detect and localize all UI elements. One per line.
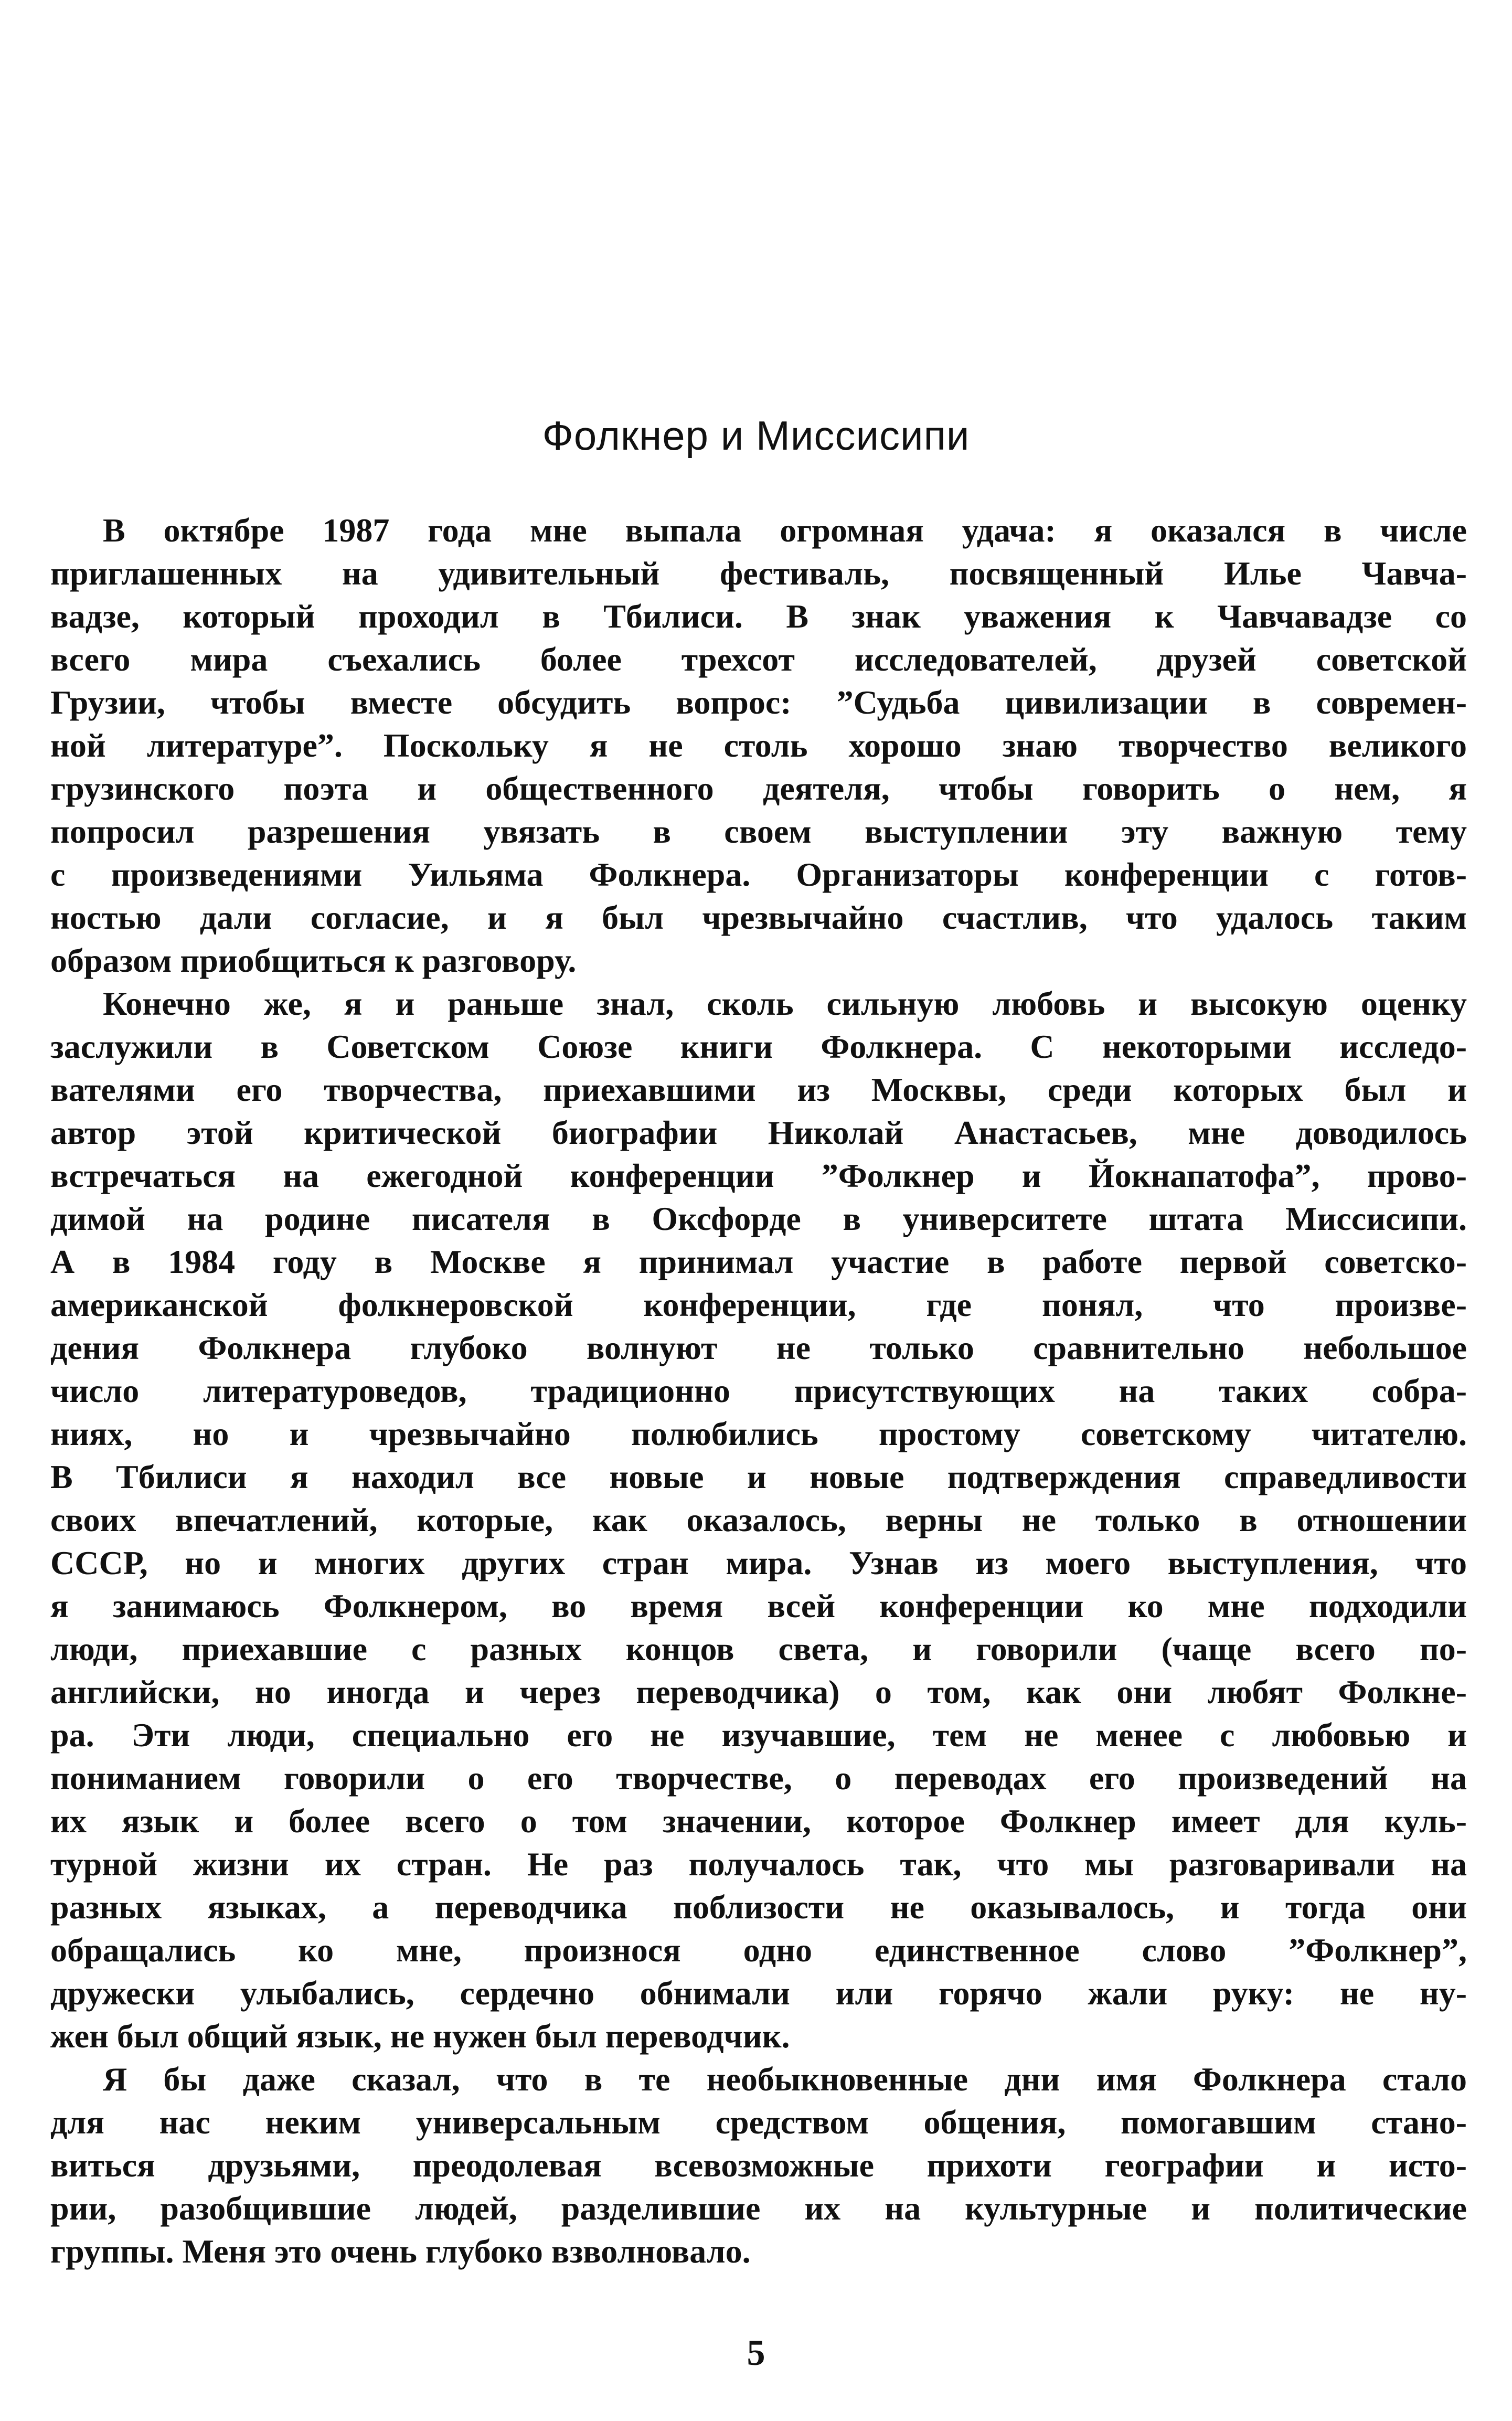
text-line: Я бы даже сказал, что в те необыкновенные дни имя Фолкнера стало	[103, 2061, 1467, 2098]
text-line: вадзе, который проходил в Тбилиси. В знак уважения к Чавчавадзе со	[50, 598, 1467, 635]
text-line: с произведениями Уильяма Фолкнера. Организаторы конференции с готов-	[50, 856, 1467, 893]
page-number: 5	[747, 2333, 765, 2373]
text-line: А в 1984 году в Москве я принимал участие в работе первой советско-	[50, 1243, 1467, 1280]
paragraph	[50, 982, 1467, 2058]
text-line: заслужили в Советском Союзе книги Фолкнера. С некоторыми исследо-	[50, 1028, 1467, 1065]
text-line: Грузии, чтобы вместе обсудить вопрос: ”Судьба цивилизации в современ-	[50, 684, 1467, 721]
text-line: я занимаюсь Фолкнером, во время всей конференции ко мне подходили	[50, 1587, 1467, 1624]
chapter-title: Фолкнер и Миссисипи	[542, 412, 970, 459]
text-line: ра. Эти люди, специально его не изучавшие, тем не менее с любовью и	[50, 1716, 1467, 1754]
text-line: всего мира съехались более трехсот исследователей, друзей советской	[50, 641, 1467, 678]
text-line: английски, но иногда и через переводчика) о том, как они любят Фолкне-	[50, 1673, 1467, 1711]
text-line: автор этой критической биографии Николай Анастасьев, мне доводилось	[50, 1114, 1467, 1151]
text-line: жен был общий язык, не нужен был переводчик.	[50, 2018, 790, 2055]
text-line: В октябре 1987 года мне выпала огромная удача: я оказался в числе	[103, 512, 1467, 549]
text-line: образом приобщиться к разговору.	[50, 942, 577, 979]
text-line: обращались ко мне, произнося одно единственное слово ”Фолкнер”,	[50, 1931, 1467, 1969]
paragraph	[50, 2058, 1467, 2273]
text-line: ностью дали согласие, и я был чрезвычайно счастлив, что удалось таким	[50, 899, 1467, 936]
text-line: группы. Меня это очень глубоко взволновало.	[50, 2233, 751, 2270]
text-line: пониманием говорили о его творчестве, о переводах его произведений на	[50, 1759, 1467, 1797]
text-line: люди, приехавшие с разных концов света, и говорили (чаще всего по-	[50, 1630, 1467, 1668]
text-line: грузинского поэта и общественного деятеля, чтобы говорить о нем, я	[50, 770, 1467, 807]
text-line: ниях, но и чрезвычайно полюбились простому советскому читателю.	[50, 1415, 1467, 1452]
body-text	[50, 509, 1467, 2273]
text-line: американской фолкнеровской конференции, где понял, что произве-	[50, 1286, 1467, 1323]
text-line: приглашенных на удивительный фестиваль, посвященный Илье Чавча-	[50, 555, 1467, 592]
text-line: ной литературе”. Поскольку я не столь хорошо знаю творчество великого	[50, 727, 1467, 764]
text-line: их язык и более всего о том значении, которое Фолкнер имеет для куль-	[50, 1802, 1467, 1840]
text-line: СССР, но и многих других стран мира. Узнав из моего выступления, что	[50, 1544, 1467, 1581]
text-line: разных языках, а переводчика поблизости не оказывалось, и тогда они	[50, 1888, 1467, 1926]
text-line: своих впечатлений, которые, как оказалось, верны не только в отношении	[50, 1501, 1467, 1538]
text-line: встречаться на ежегодной конференции ”Фолкнер и Йокнапатофа”, прово-	[50, 1157, 1467, 1194]
text-line: для нас неким универсальным средством общения, помогавшим стано-	[50, 2104, 1467, 2141]
text-line: Конечно же, я и раньше знал, сколь сильную любовь и высокую оценку	[103, 985, 1467, 1022]
text-line: вателями его творчества, приехавшими из Москвы, среди которых был и	[50, 1071, 1467, 1108]
text-line: виться друзьями, преодолевая всевозможные прихоти географии и исто-	[50, 2147, 1467, 2184]
paragraph	[50, 509, 1467, 982]
text-line: В Тбилиси я находил все новые и новые подтверждения справедливости	[50, 1458, 1467, 1495]
text-line: дружески улыбались, сердечно обнимали или горячо жали руку: не ну-	[50, 1974, 1467, 2012]
text-line: дения Фолкнера глубоко волнуют не только сравнительно небольшое	[50, 1329, 1467, 1366]
text-line: попросил разрешения увязать в своем выступлении эту важную тему	[50, 813, 1467, 850]
text-line: рии, разобщившие людей, разделившие их на культурные и политические	[50, 2190, 1467, 2227]
text-line: димой на родине писателя в Оксфорде в университете штата Миссисипи.	[50, 1200, 1467, 1237]
text-line: число литературоведов, традиционно присутствующих на таких собра-	[50, 1372, 1467, 1409]
text-line: турной жизни их стран. Не раз получалось так, что мы разговаривали на	[50, 1845, 1467, 1883]
